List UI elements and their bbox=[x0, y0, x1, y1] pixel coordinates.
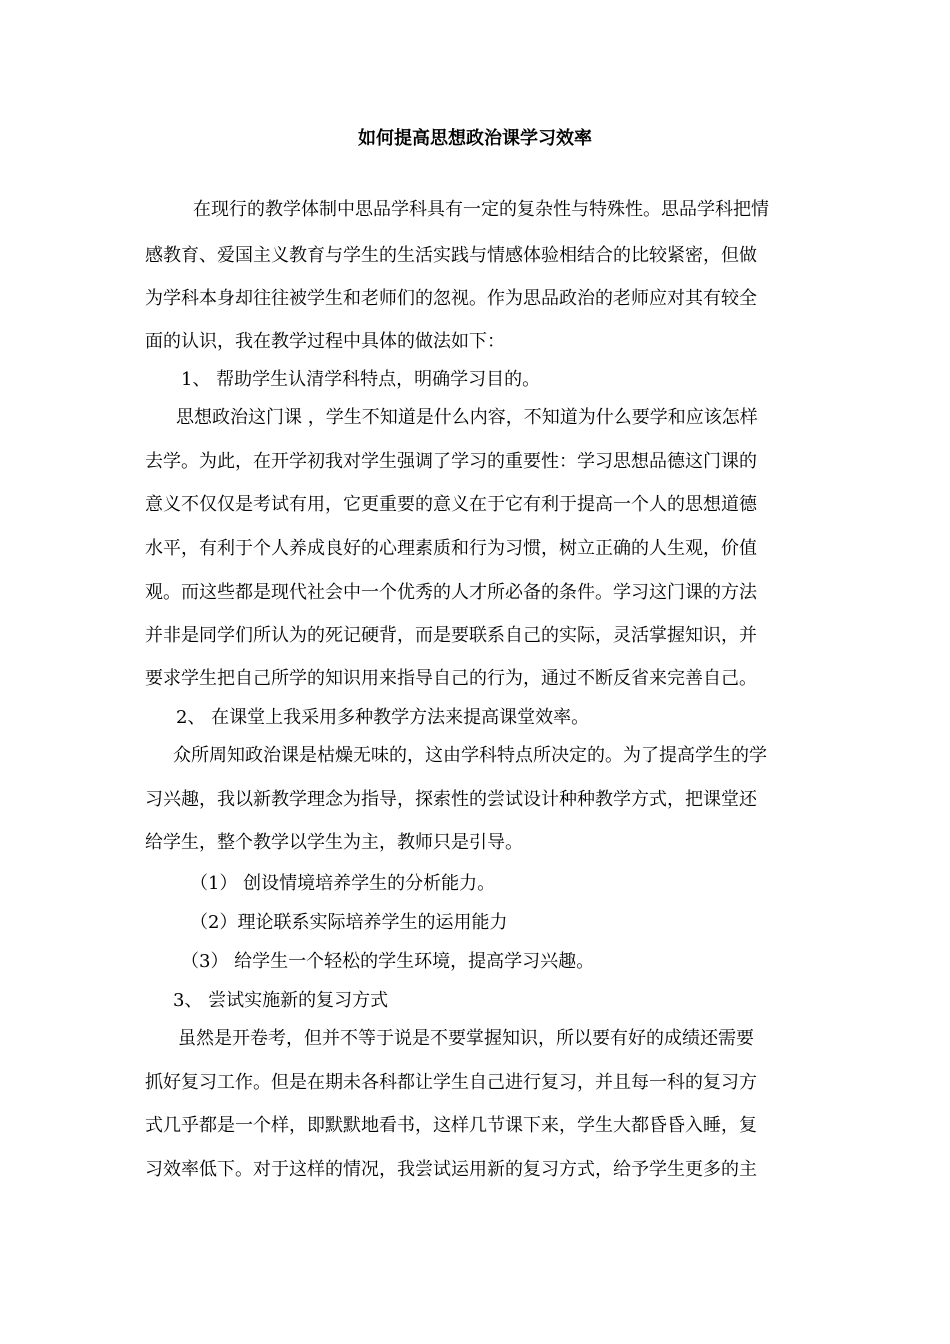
paragraph-line: 意义不仅仅是考试有用，它更重要的意义在于它有利于提高一个人的思想道德 bbox=[145, 494, 757, 515]
paragraph-line: 虽然是开卷考，但并不等于说是不要掌握知识，所以要有好的成绩还需要 bbox=[178, 1028, 754, 1049]
paragraph-line: 面的认识，我在教学过程中具体的做法如下： bbox=[145, 331, 505, 352]
list-item: （1） 创设情境培养学生的分析能力。 bbox=[190, 873, 496, 894]
paragraph-line: 习效率低下。对于这样的情况，我尝试运用新的复习方式，给予学生更多的主 bbox=[145, 1159, 757, 1180]
paragraph-line: 为学科本身却往往被学生和老师们的忽视。作为思品政治的老师应对其有较全 bbox=[145, 288, 757, 309]
list-item: （2）理论联系实际培养学生的运用能力 bbox=[190, 912, 508, 933]
paragraph-line: 众所周知政治课是枯燥无味的，这由学科特点所决定的。为了提高学生的学 bbox=[173, 745, 767, 766]
paragraph-line: 在现行的教学体制中思品学科具有一定的复杂性与特殊性。思品学科把情 bbox=[175, 199, 769, 220]
section-heading: 2、 在课堂上我采用多种教学方法来提高课堂效率。 bbox=[176, 707, 590, 728]
section-heading: 1、 帮助学生认清学科特点，明确学习目的。 bbox=[181, 369, 541, 390]
paragraph-line: 抓好复习工作。但是在期未各科都让学生自己进行复习，并且每一科的复习方 bbox=[145, 1072, 757, 1093]
paragraph-line: 并非是同学们所认为的死记硬背，而是要联系自己的实际，灵活掌握知识，并 bbox=[145, 625, 757, 646]
list-item: （3） 给学生一个轻松的学生环境，提高学习兴趣。 bbox=[181, 951, 595, 972]
document-title: 如何提高思想政治课学习效率 bbox=[358, 128, 592, 149]
paragraph-line: 观。而这些都是现代社会中一个优秀的人才所必备的条件。学习这门课的方法 bbox=[145, 582, 757, 603]
paragraph-line: 去学。为此，在开学初我对学生强调了学习的重要性：学习思想品德这门课的 bbox=[145, 451, 757, 472]
paragraph-line: 习兴趣，我以新教学理念为指导，探索性的尝试设计种种教学方式，把课堂还 bbox=[145, 789, 757, 810]
paragraph-line: 要求学生把自己所学的知识用来指导自己的行为，通过不断反省来完善自己。 bbox=[145, 668, 757, 689]
paragraph-line: 给学生，整个教学以学生为主，教师只是引导。 bbox=[145, 832, 523, 853]
paragraph-line: 水平，有利于个人养成良好的心理素质和行为习惯，树立正确的人生观，价值 bbox=[145, 538, 757, 559]
paragraph-line: 感教育、爱国主义教育与学生的生活实践与情感体验相结合的比较紧密，但做 bbox=[145, 245, 757, 266]
paragraph-line: 思想政治这门课 ，学生不知道是什么内容，不知道为什么要学和应该怎样 bbox=[176, 407, 758, 428]
section-heading: 3、 尝试实施新的复习方式 bbox=[173, 990, 389, 1011]
paragraph-line: 式几乎都是一个样，即默默地看书，这样几节课下来，学生大都昏昏入睡，复 bbox=[145, 1115, 757, 1136]
